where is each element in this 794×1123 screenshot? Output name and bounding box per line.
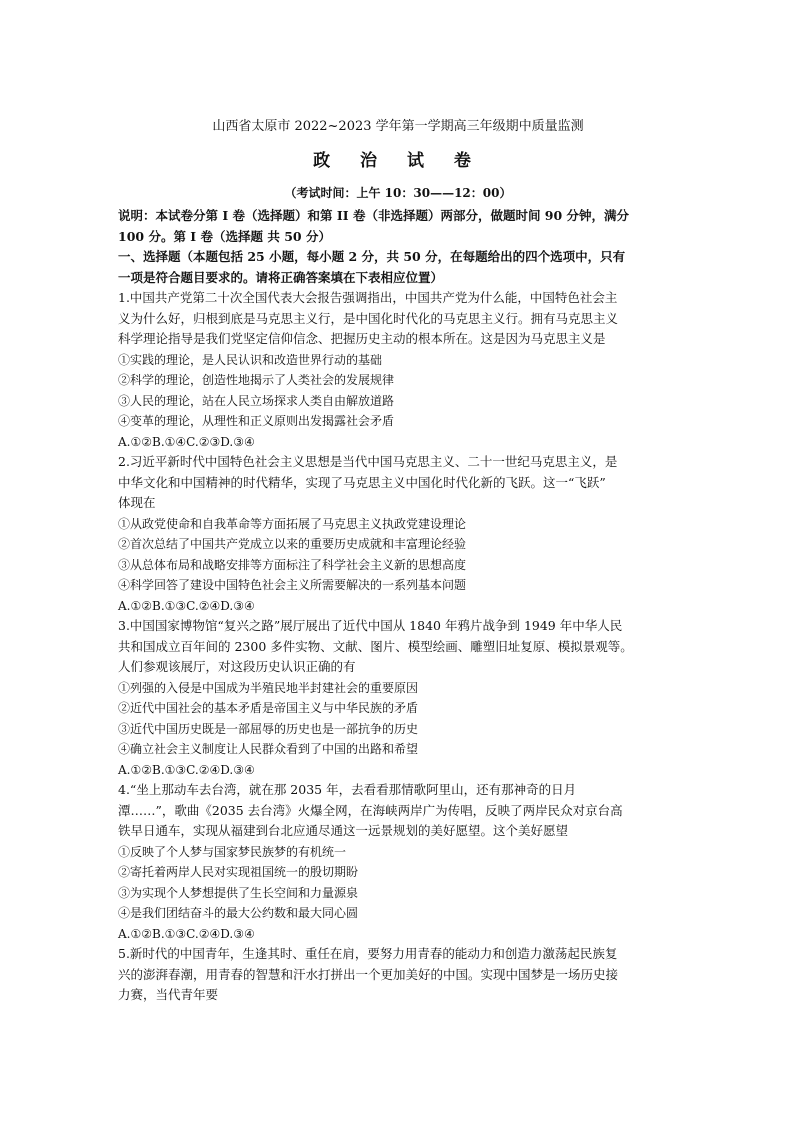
question-stem-line: 体现在: [118, 495, 156, 510]
question-stem-line: 1.中国共产党第二十次全国代表大会报告强调指出，中国共产党为什么能，中国特色社会主: [118, 290, 618, 305]
question-5: [118, 944, 678, 1006]
page-content: [118, 118, 678, 1006]
question-stem-line: 潭……”，歌曲《2035 去台湾》火爆全网，在海峡两岸广为传唱，反映了两岸民众对京台高: [118, 802, 623, 818]
question-option: ④确立社会主义制度让人民群众看到了中国的出路和希望: [118, 742, 419, 756]
question-option: ①反映了个人梦与国家梦民族梦的有机统一: [118, 844, 347, 859]
question-stem-line: 中华文化和中国精神的时代精华，实现了马克思主义中国化时代化新的飞跃。这一“飞跃”: [118, 474, 606, 490]
question-stem-line: 义为什么好，归根到底是马克思主义行，是中国化时代化的马克思主义行。拥有马克思主义: [118, 310, 619, 326]
instructions-line: 说明：本试卷分第 I 卷（选择题）和第 II 卷（非选择题）两部分，做题时间 90 分钟，满分: [118, 208, 630, 223]
question-stem-line: 5.新时代的中国青年，生逢其时、重任在肩，要努力用青春的能动力和创造力激荡起民族复: [118, 946, 618, 961]
section-heading: 一、选择题（本题包括 25 小题，每小题 2 分，共 50 分，在每题给出的四个选项中，只有: [118, 249, 626, 264]
question-1: [118, 288, 678, 452]
question-stem-line: 4.“坐上那动车去台湾，就在那 2035 年，去看看那情歌阿里山，还有那神奇的日月: [118, 782, 577, 797]
question-4: [118, 780, 678, 944]
question-3: [118, 616, 678, 780]
question-stem-line: 3.中国国家博物馆“复兴之路”展厅展出了近代中国从 1840 年鸦片战争到 1949 年中华人民: [118, 618, 623, 633]
answer-choices: A.①②B.①③C.②④D.③④: [118, 762, 255, 777]
instructions-line: 100 分。第 I 卷（选择题 共 50 分）: [118, 228, 331, 244]
question-stem-line: 2.习近平新时代中国特色社会主义思想是当代中国马克思主义、二十一世纪马克思主义，是: [118, 454, 618, 469]
question-stem-line: 共和国成立百年间的 2300 多件实物、文献、图片、模型绘画、雕塑旧址复原、模拟景观等。: [118, 638, 633, 654]
question-stem-line: 力赛，当代青年要: [118, 987, 219, 1002]
question-option: ②近代中国社会的基本矛盾是帝国主义与中华民族的矛盾: [118, 701, 419, 715]
subject-title: 政 治 试 卷: [313, 151, 483, 171]
question-option: ②首次总结了中国共产党成立以来的重要历史成就和丰富理论经验: [118, 537, 467, 551]
question-option: ④是我们团结奋斗的最大公约数和最大同心圆: [118, 906, 359, 920]
exam-time: （考试时间：上午 10：30——12：00）: [284, 186, 512, 200]
question-option: ④变革的理论，从理性和正义原则出发揭露社会矛盾: [118, 414, 395, 428]
answer-choices: A.①②B.①③C.②④D.③④: [118, 598, 255, 613]
question-stem-line: 兴的澎湃春潮，用青春的智慧和汗水打拼出一个更加美好的中国。实现中国梦是一场历史接: [118, 966, 619, 982]
question-stem-line: 人们参观该展厅，对这段历史认识正确的有: [118, 659, 356, 674]
section-heading: 一项是符合题目要求的。请将正确答案填在下表相应位置）: [118, 269, 444, 285]
question-option: ③为实现个人梦想提供了生长空间和力量源泉: [118, 885, 359, 900]
answer-choices: A.①②B.①③C.②④D.③④: [118, 926, 255, 941]
question-option: ①列强的入侵是中国成为半殖民地半封建社会的重要原因: [118, 680, 419, 695]
question-stem-line: 科学理论指导是我们党坚定信仰信念、把握历史主动的根本所在。这是因为马克思主义是: [118, 331, 606, 346]
question-option: ②科学的理论，创造性地揭示了人类社会的发展规律: [118, 373, 395, 387]
question-option: ③近代中国历史既是一部屈辱的历史也是一部抗争的历史: [118, 721, 419, 736]
question-option: ③从总体布局和战略安排等方面标注了科学社会主义新的思想高度: [118, 557, 467, 572]
question-option: ①从政党使命和自我革命等方面拓展了马克思主义执政党建设理论: [118, 516, 467, 531]
question-stem-line: 铁早日通车，实现从福建到台北应通尽通这一远景规划的美好愿望。这个美好愿望: [118, 823, 569, 838]
answer-choices: A.①②B.①④C.②③D.③④: [118, 434, 255, 449]
exam-title: 山西省太原市 2022~2023 学年第一学期高三年级期中质量监测: [212, 119, 584, 134]
question-option: ③人民的理论，站在人民立场探求人类自由解放道路: [118, 393, 395, 408]
question-2: [118, 452, 678, 616]
question-option: ②寄托着两岸人民对实现祖国统一的殷切期盼: [118, 865, 359, 879]
question-option: ④科学回答了建设中国特色社会主义所需要解决的一系列基本问题: [118, 578, 467, 592]
question-option: ①实践的理论，是人民认识和改造世界行动的基础: [118, 352, 383, 367]
